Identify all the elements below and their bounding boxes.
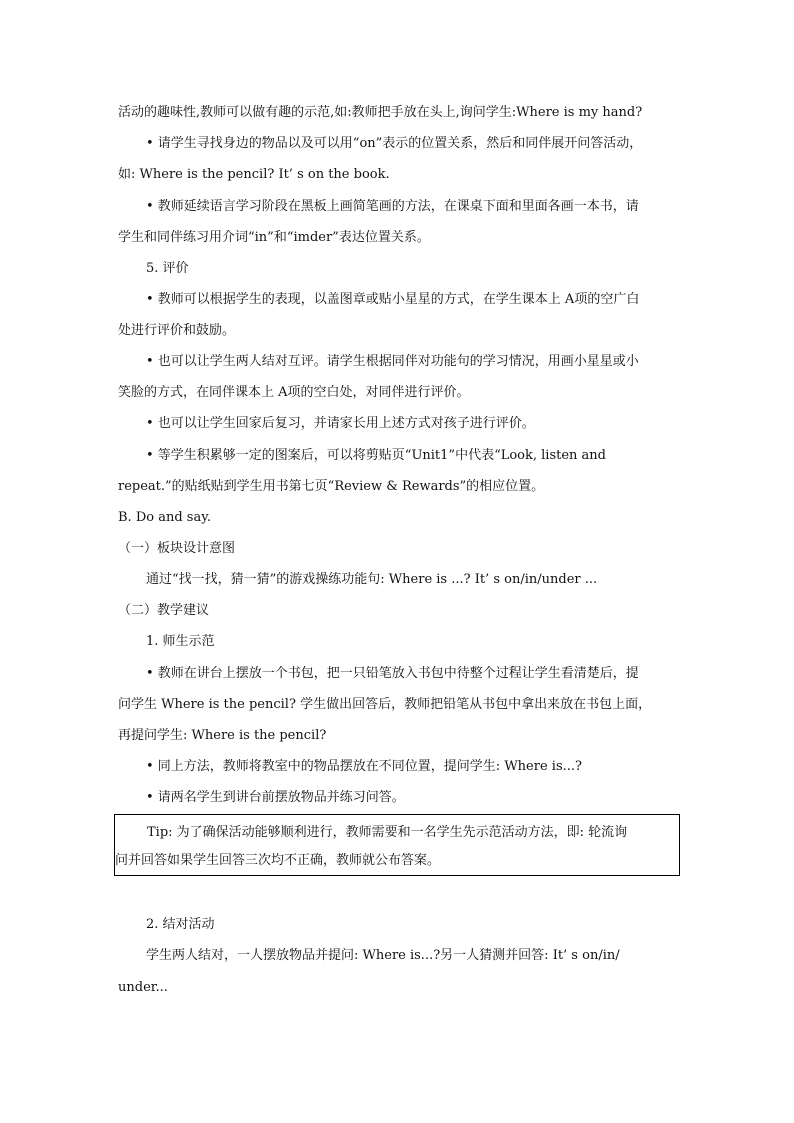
bullet-line: • 也可以让学生两人结对互评。请学生根据同伴对功能句的学习情况，用画小星星或小 [146, 354, 639, 369]
section-heading: （二）教学建议 [118, 603, 210, 618]
paragraph-line: repeat.”的贴纸贴到学生用书第七页“Review & Rewards”的相应位置。 [118, 479, 545, 494]
section-heading: 5. 评价 [146, 261, 189, 276]
bullet-line: • 教师可以根据学生的表现，以盖图章或贴小星星的方式，在学生课本上 A项的空广白 [146, 292, 640, 307]
section-heading: 1. 师生示范 [146, 634, 215, 649]
paragraph-line: 再提问学生: Where is the pencil? [118, 728, 327, 743]
section-heading: 2. 结对活动 [146, 917, 215, 932]
paragraph-line: 活动的趣味性,教师可以做有趣的示范,如:教师把手放在头上,询问学生:Where is my hand? [118, 105, 643, 120]
bullet-line: • 等学生积累够一定的图案后，可以将剪贴页“Unit1”中代表“Look, listen and [146, 448, 607, 463]
bullet-line: • 请两名学生到讲台前摆放物品并练习问答。 [146, 790, 405, 805]
paragraph-line: 学生和同伴练习用介词“in”和“imder”表达位置关系。 [118, 230, 430, 245]
paragraph-line: 处进行评价和鼓励。 [118, 323, 236, 338]
bullet-line: • 也可以让学生回家后复习，并请家长用上述方式对孩子进行评价。 [146, 416, 535, 431]
bullet-line: • 同上方法，教师将教室中的物品摆放在不同位置，提问学生: Where is...? [146, 759, 582, 774]
bullet-line: • 请学生寻找身边的物品以及可以用“on”表示的位置关系，然后和同伴展开问答活动， [146, 136, 643, 151]
tip-line: 问并回答如果学生回答三次均不正确，教师就公布答案。 [115, 853, 441, 868]
paragraph-line: 如: Where is the pencil? It’ s on the book. [118, 167, 390, 182]
bullet-line: • 教师延续语言学习阶段在黑板上画简笔画的方法，在课桌下面和里面各画一本书，请 [146, 199, 639, 214]
tip-line: Tip: 为了确保活动能够顺利进行，教师需要和一名学生先示范活动方法，即: 轮流询 [147, 825, 628, 840]
paragraph-line: 问学生 Where is the pencil? 学生做出回答后，教师把铅笔从书包中拿出来放在书包上面， [118, 697, 652, 712]
paragraph-line: 笑脸的方式，在同伴课本上 A项的空白处，对同伴进行评价。 [118, 385, 470, 400]
paragraph-line: 通过“找一找，猜一猜”的游戏操练功能句: Where is ...? It’ s on/in/under ... [146, 572, 598, 587]
section-heading: （一）板块设计意图 [118, 541, 236, 556]
bullet-line: • 教师在讲台上摆放一个书包，把一只铅笔放入书包中待整个过程让学生看清楚后，提 [146, 666, 639, 681]
section-heading: B. Do and say. [118, 510, 211, 525]
paragraph-line: under... [118, 980, 168, 995]
tip-box [114, 814, 680, 876]
paragraph-line: 学生两人结对，一人摆放物品并提问: Where is...?另一人猜测并回答: It’ s on/in/ [146, 948, 620, 963]
